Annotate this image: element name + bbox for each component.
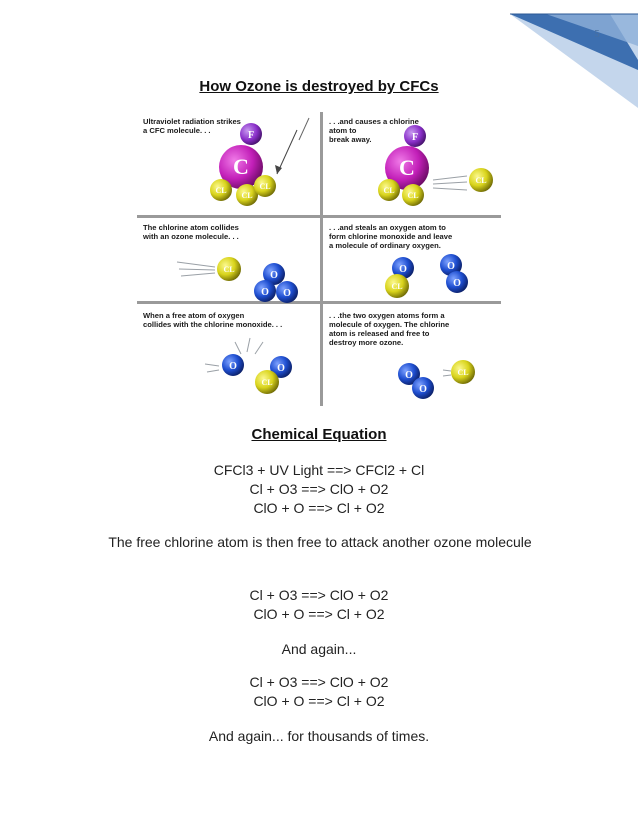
equation-line: ClO + O ==> Cl + O2	[253, 693, 385, 709]
diagram-panel-4	[329, 223, 468, 298]
panel-3-label-line-2: with an ozone molecule. . .	[143, 232, 239, 241]
svg-text:CL: CL	[457, 368, 469, 377]
svg-text:O: O	[453, 278, 461, 289]
svg-text:O: O	[399, 264, 407, 275]
panel-5-label-line-2: collides with the chlorine monoxide. . .	[143, 320, 283, 329]
svg-text:O: O	[277, 363, 285, 374]
page-number: 5	[594, 28, 600, 40]
diagram-divider-v	[320, 112, 323, 406]
svg-text:O: O	[270, 270, 278, 281]
equation-line: Cl + O3 ==> ClO + O2	[249, 587, 389, 603]
panel-6-label-line-2: molecule of oxygen. The chlorine	[329, 320, 450, 329]
svg-text:O: O	[261, 287, 269, 298]
panel-1-label-line-1: Ultraviolet radiation strikes	[143, 117, 241, 126]
equation-line: Cl + O3 ==> ClO + O2	[249, 674, 389, 690]
and-again-text: And again...	[281, 641, 357, 657]
equation-line: ClO + O ==> Cl + O2	[253, 606, 385, 622]
ozone-destruction-diagram	[137, 112, 501, 406]
svg-text:CL: CL	[241, 191, 253, 200]
panel-6-label-line-4: destroy more ozone.	[329, 338, 404, 347]
svg-text:O: O	[419, 384, 427, 395]
chemical-equation-heading: Chemical Equation	[251, 426, 387, 443]
panel-2-label-line-1: . . .and causes a chlorine	[329, 117, 419, 126]
svg-text:O: O	[447, 261, 455, 272]
svg-text:CL: CL	[261, 378, 273, 387]
panel-6-label-line-1: . . .the two oxygen atoms form a	[329, 311, 445, 320]
panel-4-label-line-3: a molecule of ordinary oxygen.	[329, 241, 441, 250]
svg-text:CL: CL	[223, 265, 235, 274]
svg-text:C: C	[399, 155, 415, 180]
svg-text:O: O	[229, 361, 237, 372]
svg-text:CL: CL	[475, 176, 487, 185]
svg-text:F: F	[247, 130, 255, 141]
diagram-panel-5	[143, 311, 292, 394]
page-title: How Ozone is destroyed by CFCs	[199, 78, 439, 95]
panel-6-label-line-3: atom is released and free to	[329, 329, 430, 338]
diagram-divider-h1	[137, 215, 501, 218]
diagram-divider-h2	[137, 301, 501, 304]
diagram-panel-1	[143, 117, 309, 206]
svg-text:F: F	[411, 132, 419, 143]
panel-2-label-line-2: atom to	[329, 126, 357, 135]
diagram-panel-6	[329, 311, 475, 399]
equation-line: ClO + O ==> Cl + O2	[253, 500, 385, 516]
panel-2-label-line-3: break away.	[329, 135, 372, 144]
panel-1-label-line-2: a CFC molecule. . .	[143, 126, 211, 135]
equation-line: CFCl3 + UV Light ==> CFCl2 + Cl	[213, 462, 425, 478]
svg-text:CL: CL	[383, 186, 395, 195]
panel-4-label-line-1: . . .and steals an oxygen atom to	[329, 223, 446, 232]
diagram-panel-3	[142, 223, 298, 303]
svg-text:CL: CL	[259, 182, 271, 191]
explanation-paragraph: The free chlorine atom is then free to attack another ozone molecule	[108, 534, 532, 550]
svg-text:CL: CL	[215, 186, 227, 195]
equation-line: Cl + O3 ==> ClO + O2	[249, 481, 389, 497]
panel-4-label-line-2: form chlorine monoxide and leave	[329, 232, 453, 241]
svg-text:CL: CL	[407, 191, 419, 200]
svg-text:O: O	[405, 370, 413, 381]
and-again-thousands-text: And again... for thousands of times.	[208, 728, 430, 744]
svg-text:CL: CL	[391, 282, 403, 291]
panel-5-label-line-1: When a free atom of oxygen	[143, 311, 245, 320]
svg-text:C: C	[233, 154, 249, 179]
svg-text:O: O	[283, 288, 291, 299]
panel-3-label-line-1: The chlorine atom collides	[143, 223, 239, 232]
diagram-panel-2	[329, 117, 493, 206]
